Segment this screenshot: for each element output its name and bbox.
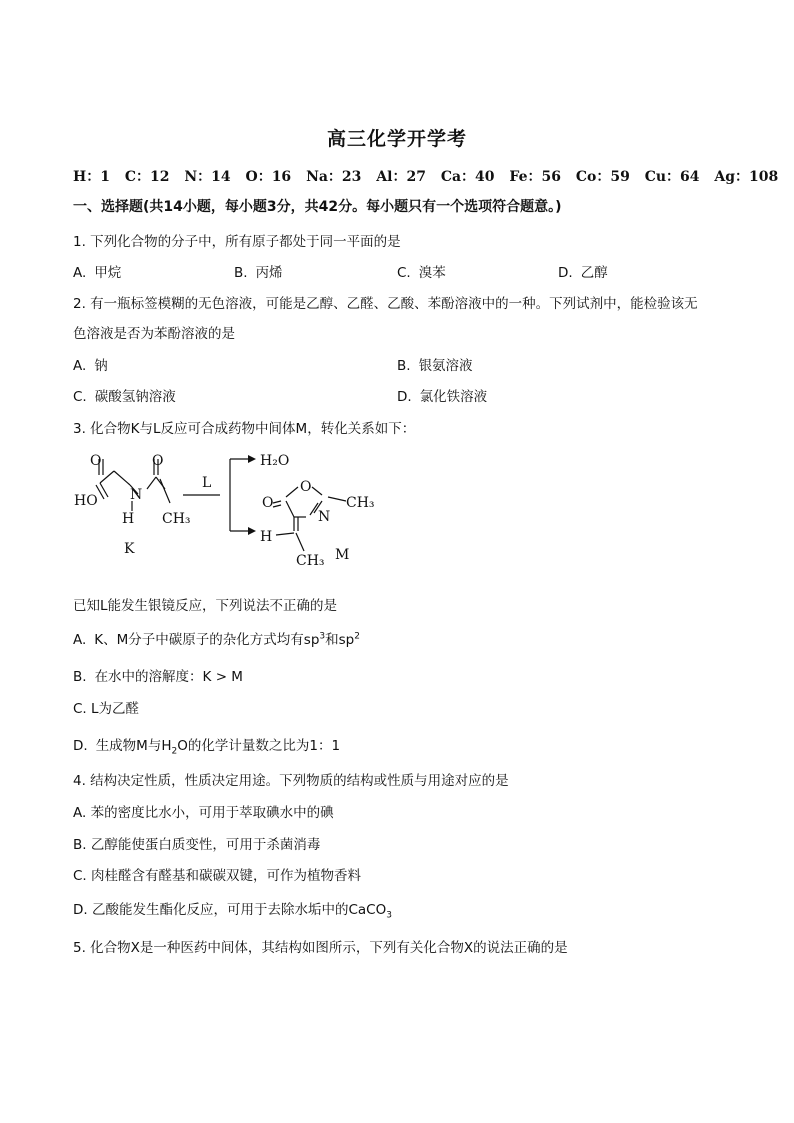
k-h: H [122, 511, 135, 527]
atomic-mass: H：1 [73, 169, 110, 185]
m-bond [276, 533, 294, 535]
m-name: M [335, 547, 350, 563]
atomic-mass: O：16 [245, 169, 292, 185]
q5-stem: 5. 化合物X是一种医药中间体，其结构如图所示，下列有关化合物X的说法正确的是 [73, 940, 568, 956]
q4-stem: 4. 结构决定性质，性质决定用途。下列物质的结构或性质与用途对应的是 [73, 773, 509, 789]
m-bond [286, 501, 294, 517]
q4-option-a[interactable]: A. 苯的密度比水小，可用于萃取碘水中的碘 [73, 805, 334, 821]
q1-option-d[interactable]: D. 乙醇 [558, 265, 608, 281]
m-bond [296, 533, 304, 551]
k-bond [147, 477, 156, 489]
k-ch3: CH₃ [162, 511, 191, 527]
m-bond [286, 487, 298, 497]
k-bond [114, 471, 130, 485]
atomic-mass: Ca：40 [440, 169, 495, 185]
atomic-masses [73, 166, 779, 186]
m-double-bond [273, 501, 281, 503]
arrowhead-up [248, 455, 256, 463]
water-product: H₂O [260, 453, 290, 469]
q2-option-b[interactable]: B. 银氨溶液 [397, 358, 473, 374]
k-n: N [130, 487, 143, 503]
section-header: 一、选择题(共14小题，每小题3分，共42分。每小题只有一个选项符合题意。) [73, 199, 562, 215]
reaction-scheme [70, 445, 390, 575]
q4-option-b[interactable]: B. 乙醇能使蛋白质变性，可用于杀菌消毒 [73, 837, 321, 853]
q1-option-a[interactable]: A. 甲烷 [73, 265, 122, 281]
m-bond [312, 487, 322, 495]
atomic-mass: Co：59 [575, 169, 630, 185]
q4-option-d[interactable]: D. 乙酸能发生酯化反应，可用于去除水垢中的CaCO$_3$ [73, 902, 392, 921]
page-title: 高三化学开学考 [326, 128, 467, 150]
q4-option-c[interactable]: C. 肉桂醛含有醛基和碳碳双键，可作为植物香料 [73, 868, 362, 884]
k-bond [100, 471, 114, 483]
m-ch3-top: CH₃ [346, 495, 375, 511]
q3-known: 已知L能发生银镜反应，下列说法不正确的是 [73, 598, 338, 614]
q3-option-c[interactable]: C. L为乙醛 [73, 701, 140, 717]
m-n: N [318, 509, 331, 525]
arrowhead-down [248, 527, 256, 535]
m-ch3-bottom: CH₃ [296, 553, 325, 569]
q2-stem-line2: 色溶液是否为苯酚溶液的是 [73, 326, 235, 342]
k-ho: HO [74, 493, 98, 509]
atomic-mass: Cu：64 [644, 169, 700, 185]
q3-option-b[interactable]: B. 在水中的溶解度：K > M [73, 669, 243, 685]
m-bond [328, 497, 346, 501]
atomic-mass: Fe：56 [509, 169, 561, 185]
m-o-ring: O [300, 479, 312, 495]
q1-option-c[interactable]: C. 溴苯 [397, 265, 446, 281]
k-o-top: O [90, 453, 102, 469]
q3-stem: 3. 化合物K与L反应可合成药物中间体M，转化关系如下： [73, 421, 416, 437]
q3-option-d[interactable]: D. 生成物M与$H_2O$的化学计量数之比为1：1 [73, 738, 341, 757]
q1-option-b[interactable]: B. 丙烯 [234, 265, 283, 281]
atomic-mass: Al：27 [376, 169, 426, 185]
m-double-bond [273, 505, 281, 507]
q2-option-c[interactable]: C. 碳酸氢钠溶液 [73, 389, 176, 405]
m-h: H [260, 529, 273, 545]
k-o-amide: O [152, 453, 164, 469]
atomic-mass: Na：23 [306, 169, 362, 185]
k-name: K [124, 541, 135, 557]
arrow-label: L [202, 475, 212, 491]
m-o-carbonyl: O [262, 495, 274, 511]
atomic-mass: N：14 [184, 169, 231, 185]
q2-option-d[interactable]: D. 氯化铁溶液 [397, 389, 488, 405]
atomic-mass: C：12 [124, 169, 170, 185]
q2-stem-line1: 2. 有一瓶标签模糊的无色溶液，可能是乙醇、乙醛、乙酸、苯酚溶液中的一种。下列试剂中，能检验该无 [73, 296, 698, 312]
q3-option-a[interactable]: A. K、M分子中碳原子的杂化方式均有$sp^3$和$sp^2$ [73, 631, 360, 648]
q2-option-a[interactable]: A. 钠 [73, 358, 108, 374]
q1-stem: 1. 下列化合物的分子中，所有原子都处于同一平面的是 [73, 234, 401, 250]
k-bond [160, 479, 170, 503]
atomic-mass: Ag：108 [714, 169, 779, 185]
